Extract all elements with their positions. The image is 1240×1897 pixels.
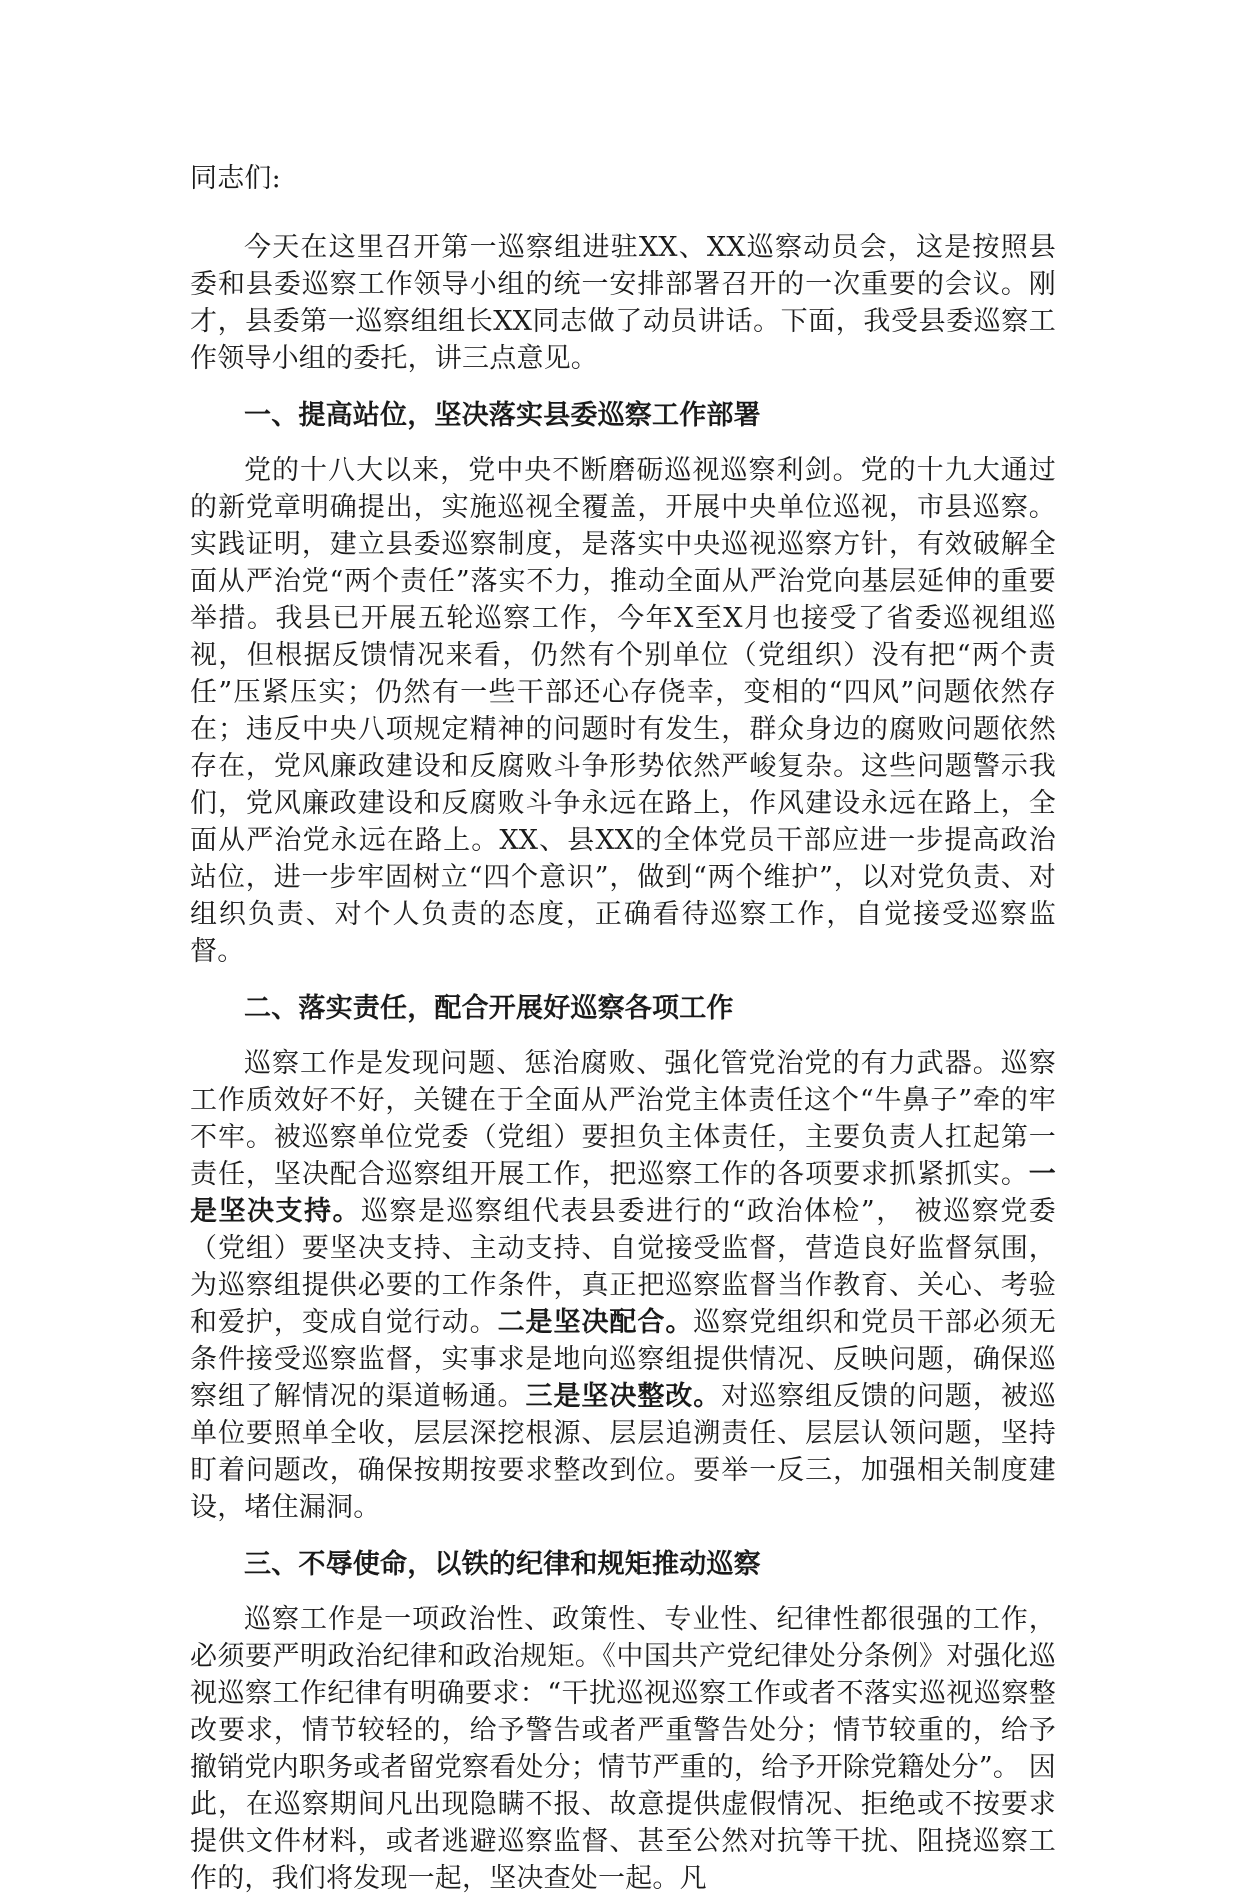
section-2-text-a: 巡察工作是发现问题、惩治腐败、强化管党治党的有力武器。巡察工作质效好不好，关键在于全面从严治党主体责任这个“牛鼻子”牵的牢不牢。被巡察单位党委（党组）要担负主体责任，主要负责人扛起第一责任，坚决配合巡察组开展工作，把巡察工作的各项要求抓紧抓实。 [190,1048,1056,1190]
salutation: 同志们: [190,163,281,194]
section-1-body: 党的十八大以来，党中央不断磨砺巡视巡察利剑。党的十九大通过的新党章明确提出，实施巡视全覆盖，开展中央单位巡视，市县巡察。实践证明，建立县委巡察制度，是落实中央巡视巡察方针，有效破解全面从严治党“两个责任”落实不力，推动全面从严治党向基层延伸的重要举措。我县已开展五轮巡察工作，今年X至X月也接受了省委巡视组巡视，但根据反馈情况来看，仍然有个别单位（党组织）没有把“两个责任”压紧压实；仍然有一些干部还心存侥幸，变相的“四风”问题依然存在；违反中央八项规定精神的问题时有发生，群众身边的腐败问题依然存在，党风廉政建设和反腐败斗争形势依然严峻复杂。这些问题警示我们，党风廉政建设和反腐败斗争永远在路上，作风建设永远在路上，全面从严治党永远在路上。XX、县XX的全体党员干部应进一步提高政治站位，进一步牢固树立“四个意识”，做到“两个维护”，以对党负责、对组织负责、对个人负责的态度，正确看待巡察工作，自觉接受巡察监督。 [190,455,1056,967]
section-2-heading: 二、落实责任，配合开展好巡察各项工作 [244,993,734,1024]
section-2-text-c: 巡察党组织和党员干部必须无条件接受巡察监督，实事求是地向巡察组提供情况、反映问题，确保巡察组了解情况的渠道畅通。 [190,1307,1056,1412]
section-2-text-b: 巡察是巡察组代表县委进行的“政治体检”， 被巡察党委（党组）要坚决支持、主动支持、自觉接受监督，营造良好监督氛围，为巡察组提供必要的工作条件，真正把巡察监督当作教育、关心、考验和爱护，变成自觉行动。 [190,1196,1057,1338]
section-2-point-1: 一是坚决支持。 [190,1159,1056,1227]
section-1-heading: 一、提高站位，坚决落实县委巡察工作部署 [244,400,761,431]
section-2-point-3: 三是坚决整改。 [525,1381,722,1412]
section-2-point-2: 二是坚决配合。 [497,1307,694,1338]
document-page [190,160,1056,1897]
section-3-body: 巡察工作是一项政治性、政策性、专业性、纪律性都很强的工作，必须要严明政治纪律和政治规矩。《中国共产党纪律处分条例》对强化巡视巡察工作纪律有明确要求：“干扰巡视巡察工作或者不落实巡视巡察整改要求，情节较轻的，给予警告或者严重警告处分；情节较重的，给予撤销党内职务或者留党察看处分；情节严重的，给予开除党籍处分”。 因此，在巡察期间凡出现隐瞒不报、故意提供虚假情况、拒绝或不按要求提供文件材料，或者逃避巡察监督、甚至公然对抗等干扰、阻挠巡察工作的，我们将发现一起，坚决查处一起。凡 [190,1604,1056,1894]
section-2-body [190,1045,1056,1526]
section-3-heading: 三、不辱使命，以铁的纪律和规矩推动巡察 [244,1549,761,1580]
section-2-text-d: 对巡察组反馈的问题，被巡单位要照单全收，层层深挖根源、层层追溯责任、层层认领问题，坚持盯着问题改，确保按期按要求整改到位。要举一反三，加强相关制度建设，堵住漏洞。 [190,1381,1056,1523]
intro-paragraph: 今天在这里召开第一巡察组进驻XX、XX巡察动员会，这是按照县委和县委巡察工作领导小组的统一安排部署召开的一次重要的会议。刚才，县委第一巡察组组长XX同志做了动员讲话。下面，我受县委巡察工作领导小组的委托，讲三点意见。 [190,232,1056,374]
